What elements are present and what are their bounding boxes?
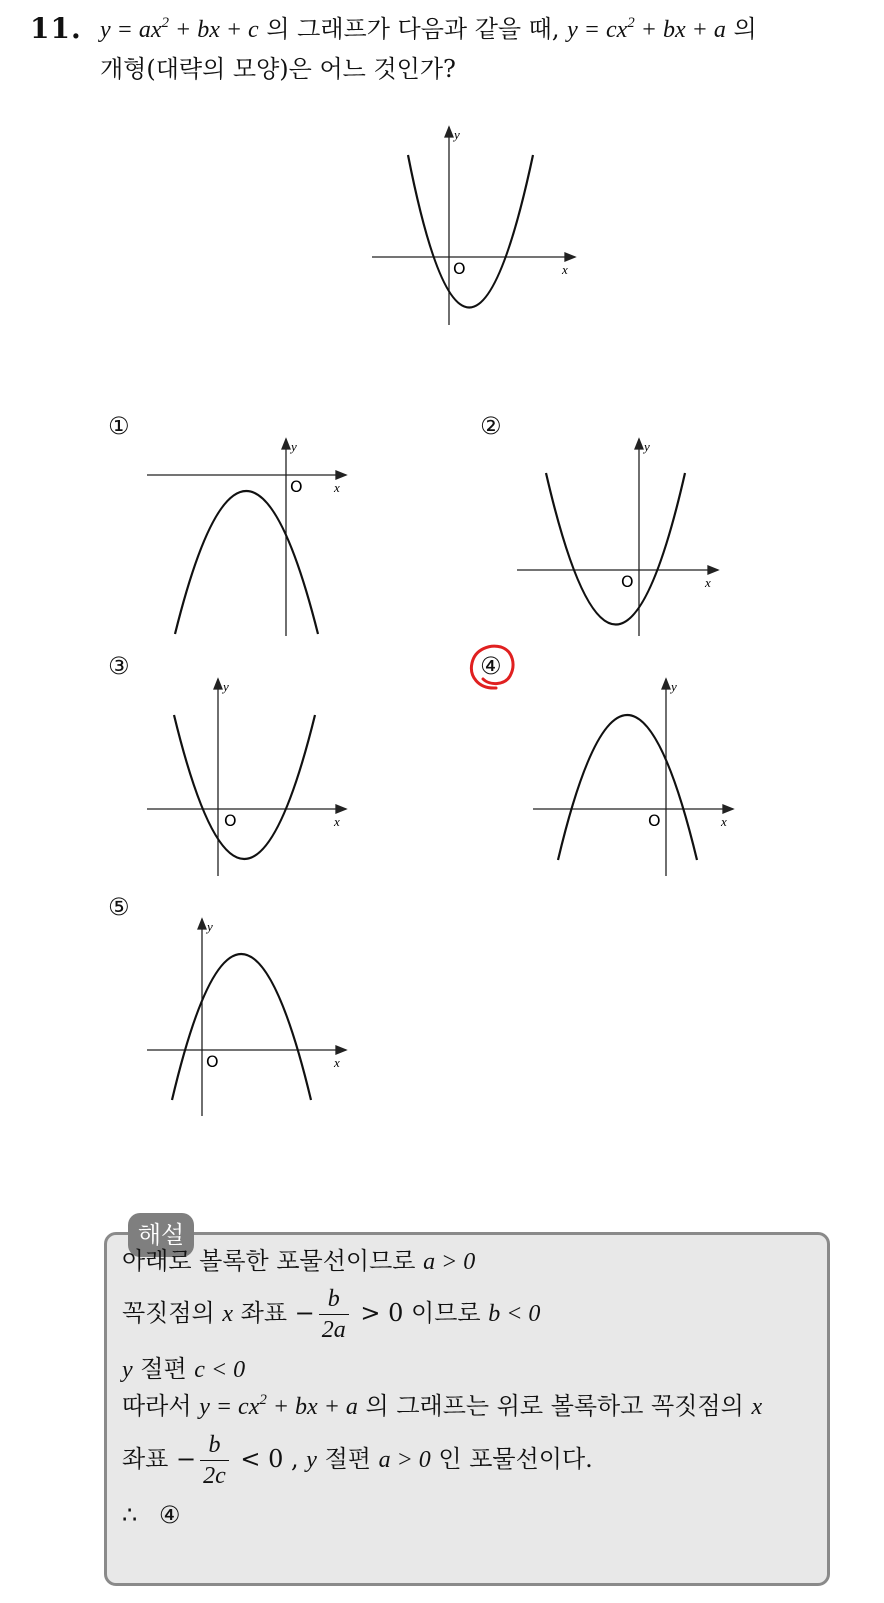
explanation-line-2: 꼭짓점의 x 좌표 − $\frac{b}{2a}$ > 0 이므로 b < 0 <box>122 1286 541 1343</box>
target-equation: $y = cx^2$ + bx + a <box>567 15 726 43</box>
choice-5-x-arrow <box>336 1046 346 1054</box>
explanation-line-5: 좌표 − $\frac{b}{2c}$ < 0 , y 절편 a > 0 인 포물선이다. <box>122 1432 593 1489</box>
question-number: 11. <box>30 12 82 45</box>
choice-4-marker[interactable]: ④ <box>480 652 502 680</box>
choice-4-x-label: x <box>721 814 727 829</box>
final-answer: ④ <box>158 1501 181 1529</box>
given-equation: $y = ax^2$ + bx + c <box>100 15 259 43</box>
choice-5-origin-label: O <box>206 1052 219 1071</box>
choice-2-x-label: x <box>705 575 711 590</box>
question-line-2: 개형(대략의 모양)은 어느 것인가? <box>100 55 456 83</box>
explanation-line-4: 따라서 $y = cx^2$ + bx + a 의 그래프는 위로 볼록하고 꼭짓점의 x <box>122 1392 763 1420</box>
given-y-label: y <box>454 127 460 142</box>
explanation-line-1: 아래로 볼록한 포물선이므로 a > 0 <box>122 1247 476 1275</box>
choice-3-marker[interactable]: ③ <box>108 652 130 680</box>
question-line-1: $y = ax^2$ + bx + c 의 그래프가 다음과 같을 때, $y = cx^2$ + bx + a 의 <box>100 15 757 43</box>
choice-3-y-label: y <box>223 679 229 694</box>
explanation-tag: 해설 <box>128 1213 194 1257</box>
choice-2-origin-label: O <box>621 572 634 591</box>
new-vertex-x-fraction: $\frac{b}{2c}$ <box>200 1430 229 1491</box>
choice-5-y-arrow <box>198 919 206 929</box>
choice-3-x-label: x <box>334 814 340 829</box>
choice-4-y-label: y <box>671 679 677 694</box>
choice-5-marker[interactable]: ⑤ <box>108 893 130 921</box>
choice-2-y-label: y <box>644 439 650 454</box>
choice-2-marker[interactable]: ② <box>480 412 502 440</box>
choice-4-origin-label: O <box>648 811 661 830</box>
choice-5-y-label: y <box>207 919 213 934</box>
explanation-line-3: y 절편 c < 0 <box>122 1355 246 1383</box>
choice-1-x-label: x <box>334 480 340 495</box>
choice-1-marker[interactable]: ① <box>108 412 130 440</box>
choice-1-origin-label: O <box>290 477 303 496</box>
choice-5-parabola <box>172 954 311 1100</box>
therefore-symbol: ∴ <box>122 1501 138 1529</box>
choice-3-origin-label: O <box>224 811 237 830</box>
vertex-x-fraction: $\frac{b}{2a}$ <box>319 1284 349 1345</box>
given-x-label: x <box>562 262 568 277</box>
given-origin-label: O <box>453 259 466 278</box>
choice-1-y-label: y <box>291 439 297 454</box>
explanation-conclusion <box>122 1500 180 1530</box>
choice-5-x-label: x <box>334 1055 340 1070</box>
